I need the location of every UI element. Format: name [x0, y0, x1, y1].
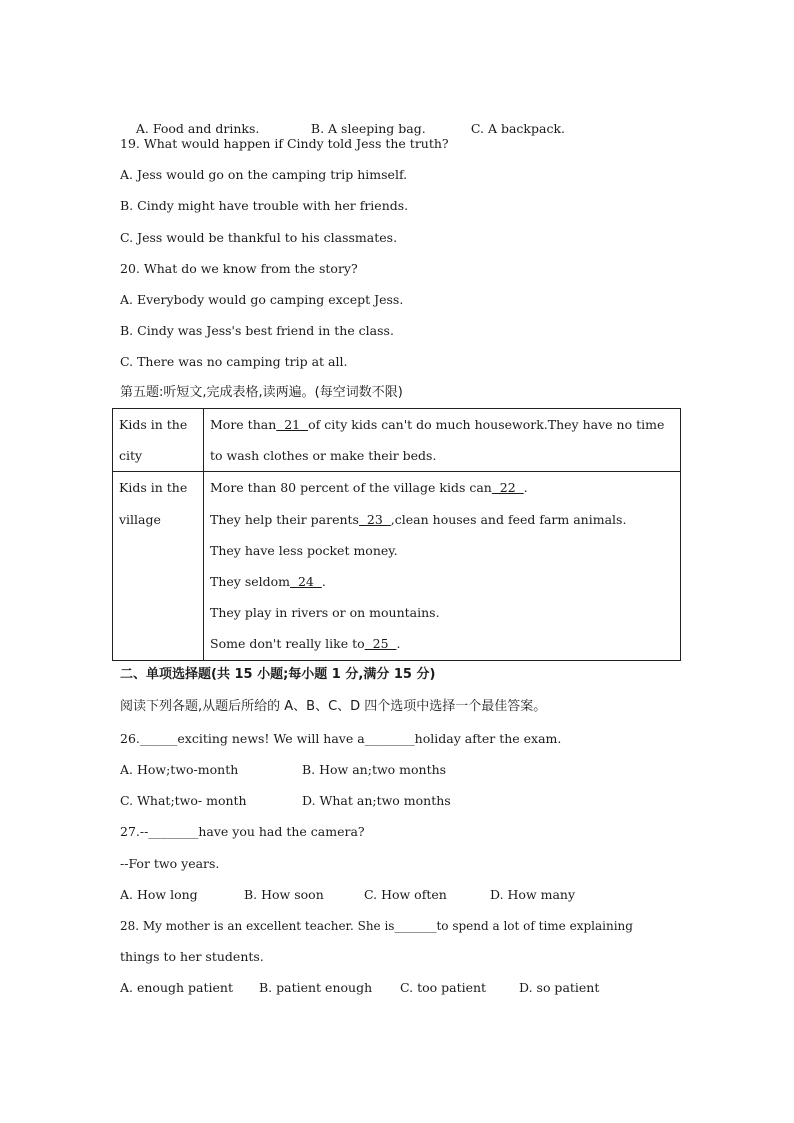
q28-stem-line1: 28. My mother is an excellent teacher. She is_______to spend a lot of time explaining — [120, 919, 633, 933]
q26-option-c: C. What;two- month — [120, 793, 247, 808]
label-line: Kids in the — [119, 480, 188, 496]
content-line: to wash clothes or make their beds. — [210, 448, 437, 464]
label-line: village — [119, 511, 161, 527]
row-content-city — [204, 409, 681, 472]
table-row — [113, 409, 681, 472]
q26-options-row1 — [120, 762, 446, 778]
q18-option-a: A. Food and drinks. — [135, 121, 260, 136]
q27-reply: --For two years. — [120, 856, 220, 871]
part5-heading: 第五题:听短文,完成表格,读两遍。(每空词数不限) — [120, 385, 403, 400]
q27-stem: 27.--________have you had the camera? — [120, 824, 365, 839]
q19-option-b: B. Cindy might have trouble with her friends. — [120, 198, 409, 213]
table-row — [113, 472, 681, 660]
q19-stem: 19. What would happen if Cindy told Jess the truth? — [120, 136, 449, 151]
q28-options — [120, 980, 599, 996]
content-line: Some don't really like to 25 . — [210, 636, 401, 652]
label-line: city — [119, 448, 143, 464]
listening-table — [112, 408, 681, 661]
q28-option-d: D. so patient — [519, 980, 600, 995]
q20-stem: 20. What do we know from the story? — [120, 261, 358, 276]
blank-22: 22 — [491, 480, 524, 496]
content-line: They have less pocket money. — [210, 542, 398, 558]
q28-option-b: B. patient enough — [259, 980, 373, 995]
q26-option-b: B. How an;two months — [302, 762, 447, 777]
q20-option-a: A. Everybody would go camping except Jess. — [120, 292, 404, 307]
q28-stem-line2: things to her students. — [120, 949, 264, 964]
row-label-city — [113, 409, 204, 472]
q27-options — [120, 887, 575, 903]
q20-option-c: C. There was no camping trip at all. — [120, 354, 348, 369]
q20-option-b: B. Cindy was Jess's best friend in the class. — [120, 323, 394, 338]
label-line: Kids in the — [119, 417, 188, 432]
blank-23: 23 — [358, 511, 391, 527]
q27-option-c: C. How often — [364, 887, 447, 902]
q27-option-b: B. How soon — [244, 887, 324, 902]
row-content-village — [204, 472, 681, 660]
q27-option-a: A. How long — [120, 887, 198, 902]
content-line: They seldom 24 . — [210, 573, 326, 589]
section2-heading: 二、单项选择题(共 15 小题;每小题 1 分,满分 15 分) — [120, 667, 436, 682]
q28-option-c: C. too patient — [400, 980, 487, 995]
row-label-village — [113, 472, 204, 660]
q27-option-d: D. How many — [490, 887, 576, 902]
q26-option-d: D. What an;two months — [302, 793, 451, 808]
blank-24: 24 — [290, 573, 322, 589]
q26-stem: 26.______exciting news! We will have a________holiday after the exam. — [120, 731, 562, 746]
blank-25: 25 — [364, 636, 397, 652]
q28-option-a: A. enough patient — [120, 980, 233, 995]
q18-option-b: B. A sleeping bag. — [310, 121, 426, 136]
blank-21: 21 — [276, 417, 309, 432]
q19-option-c: C. Jess would be thankful to his classmates. — [120, 230, 398, 245]
q26-options-row2 — [120, 793, 451, 809]
section2-instruction: 阅读下列各题,从题后所给的 A、B、C、D 四个选项中选择一个最佳答案。 — [120, 699, 547, 714]
content-line: More than 21 of city kids can't do much housework.They have no time — [210, 417, 665, 432]
content-line: They help their parents 23 ,clean houses and feed farm animals. — [210, 511, 627, 527]
q26-option-a: A. How;two-month — [120, 762, 239, 777]
q19-option-a: A. Jess would go on the camping trip himself. — [120, 167, 408, 182]
q18-option-c: C. A backpack. — [470, 121, 566, 136]
content-line: More than 80 percent of the village kids can 22 . — [210, 480, 528, 496]
content-line: They play in rivers or on mountains. — [210, 605, 440, 621]
